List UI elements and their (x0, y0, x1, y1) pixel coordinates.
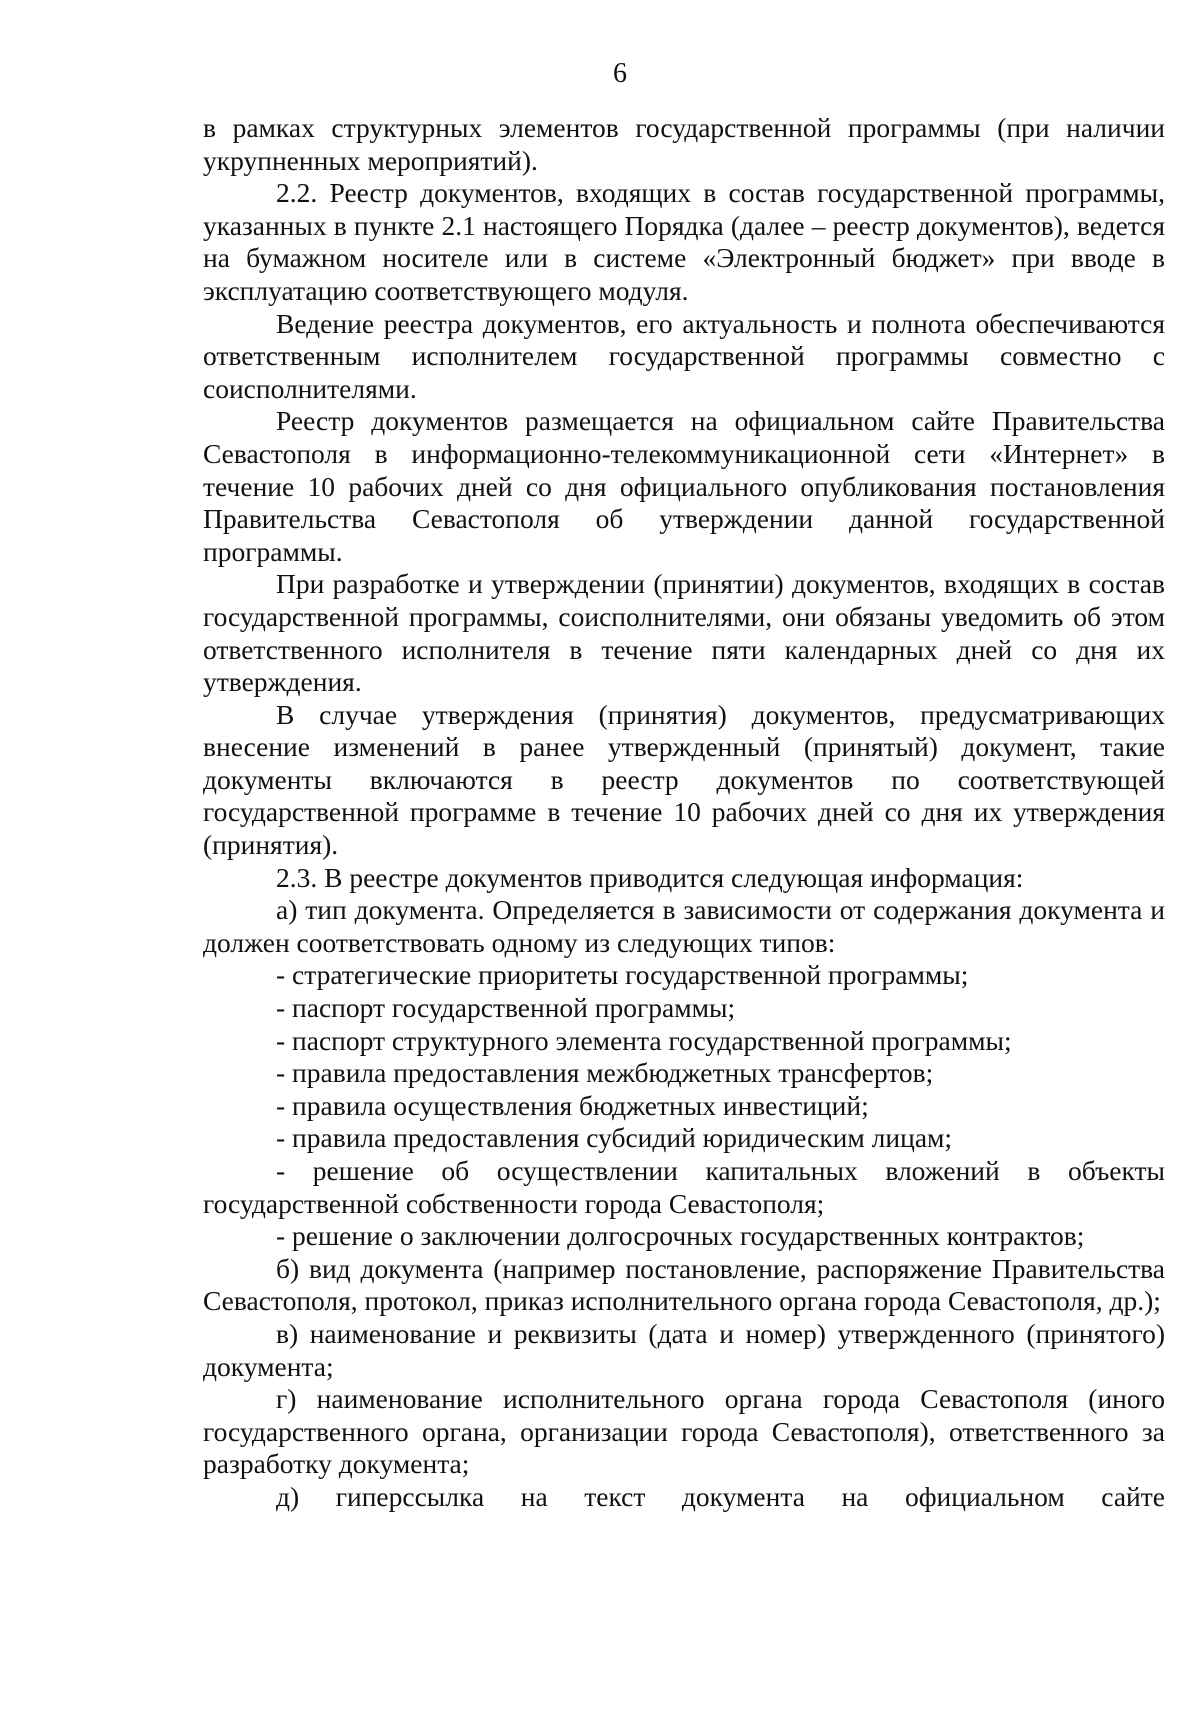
list-item-a: а) тип документа. Определяется в зависимости от содержания документа и должен соответствовать одному из следующих типов: (203, 894, 1165, 958)
paragraph-amendments: В случае утверждения (принятия) документов, предусматривающих внесение изменений в ранее утвержденный (принятый) документ, такие документы включаются в реестр документов по соответствующей государственной программе в течение 10 рабочих дней со дня их утверждения (принятия). (203, 698, 1165, 861)
paragraph-publication: Реестр документов размещается на официальном сайте Правительства Севастополя в информационно-телекоммуникационной сети «Интернет» в течение 10 рабочих дней со дня официального опубликования постановления Правительства Севастополя об утверждении данной государственной программы. (203, 405, 1165, 567)
paragraph-maintenance: Ведение реестра документов, его актуальность и полнота обеспечиваются ответственным исполнителем государственной программы совместно с соисполнителями. (203, 307, 1165, 404)
paragraph-2-2: 2.2. Реестр документов, входящих в состав государственной программы, указанных в пункте 2.1 настоящего Порядка (далее – реестр документов), ведется на бумажном носителе или в системе «Электронный бюджет» при вводе в эксплуатацию соответствующего модуля. (203, 177, 1165, 306)
list-item-type-3: - паспорт структурного элемента государственной программы; (276, 1024, 1012, 1056)
list-item-type-7: - решение об осуществлении капитальных вложений в объекты государственной собственности города Севастополя; (203, 1155, 1165, 1219)
document-body (203, 112, 1165, 1514)
paragraph-notification: При разработке и утверждении (принятии) документов, входящих в состав государственной программы, соисполнителями, они обязаны уведомить об этом ответственного исполнителя в течение пяти календарных дней со дня их утверждения. (203, 568, 1165, 698)
list-item-type-5: - правила осуществления бюджетных инвестиций; (276, 1089, 869, 1121)
list-item-b: б) вид документа (например постановление, распоряжение Правительства Севастополя, протокол, приказ исполнительного органа города Севастополя, др.); (203, 1252, 1165, 1317)
page-number: 6 (613, 58, 627, 89)
list-item-g: г) наименование исполнительного органа города Севастополя (иного государственного органа, организации города Севастополя), ответственного за разработку документа; (203, 1383, 1165, 1480)
list-item-type-4: - правила предоставления межбюджетных трансфертов; (276, 1057, 934, 1089)
paragraph-2-3: 2.3. В реестре документов приводится следующая информация: (276, 861, 1024, 893)
list-item-d: д) гиперссылка на текст документа на официальном сайте (276, 1480, 1165, 1512)
list-item-v: в) наименование и реквизиты (дата и номер) утвержденного (принятого) документа; (203, 1317, 1165, 1382)
list-item-type-2: - паспорт государственной программы; (276, 992, 736, 1024)
paragraph-continuation: в рамках структурных элементов государственной программы (при наличии укрупненных мероприятий). (203, 112, 1165, 176)
list-item-type-8: - решение о заключении долгосрочных государственных контрактов; (276, 1220, 1085, 1252)
list-item-type-6: - правила предоставления субсидий юридическим лицам; (276, 1122, 953, 1154)
list-item-type-1: - стратегические приоритеты государственной программы; (276, 959, 969, 991)
